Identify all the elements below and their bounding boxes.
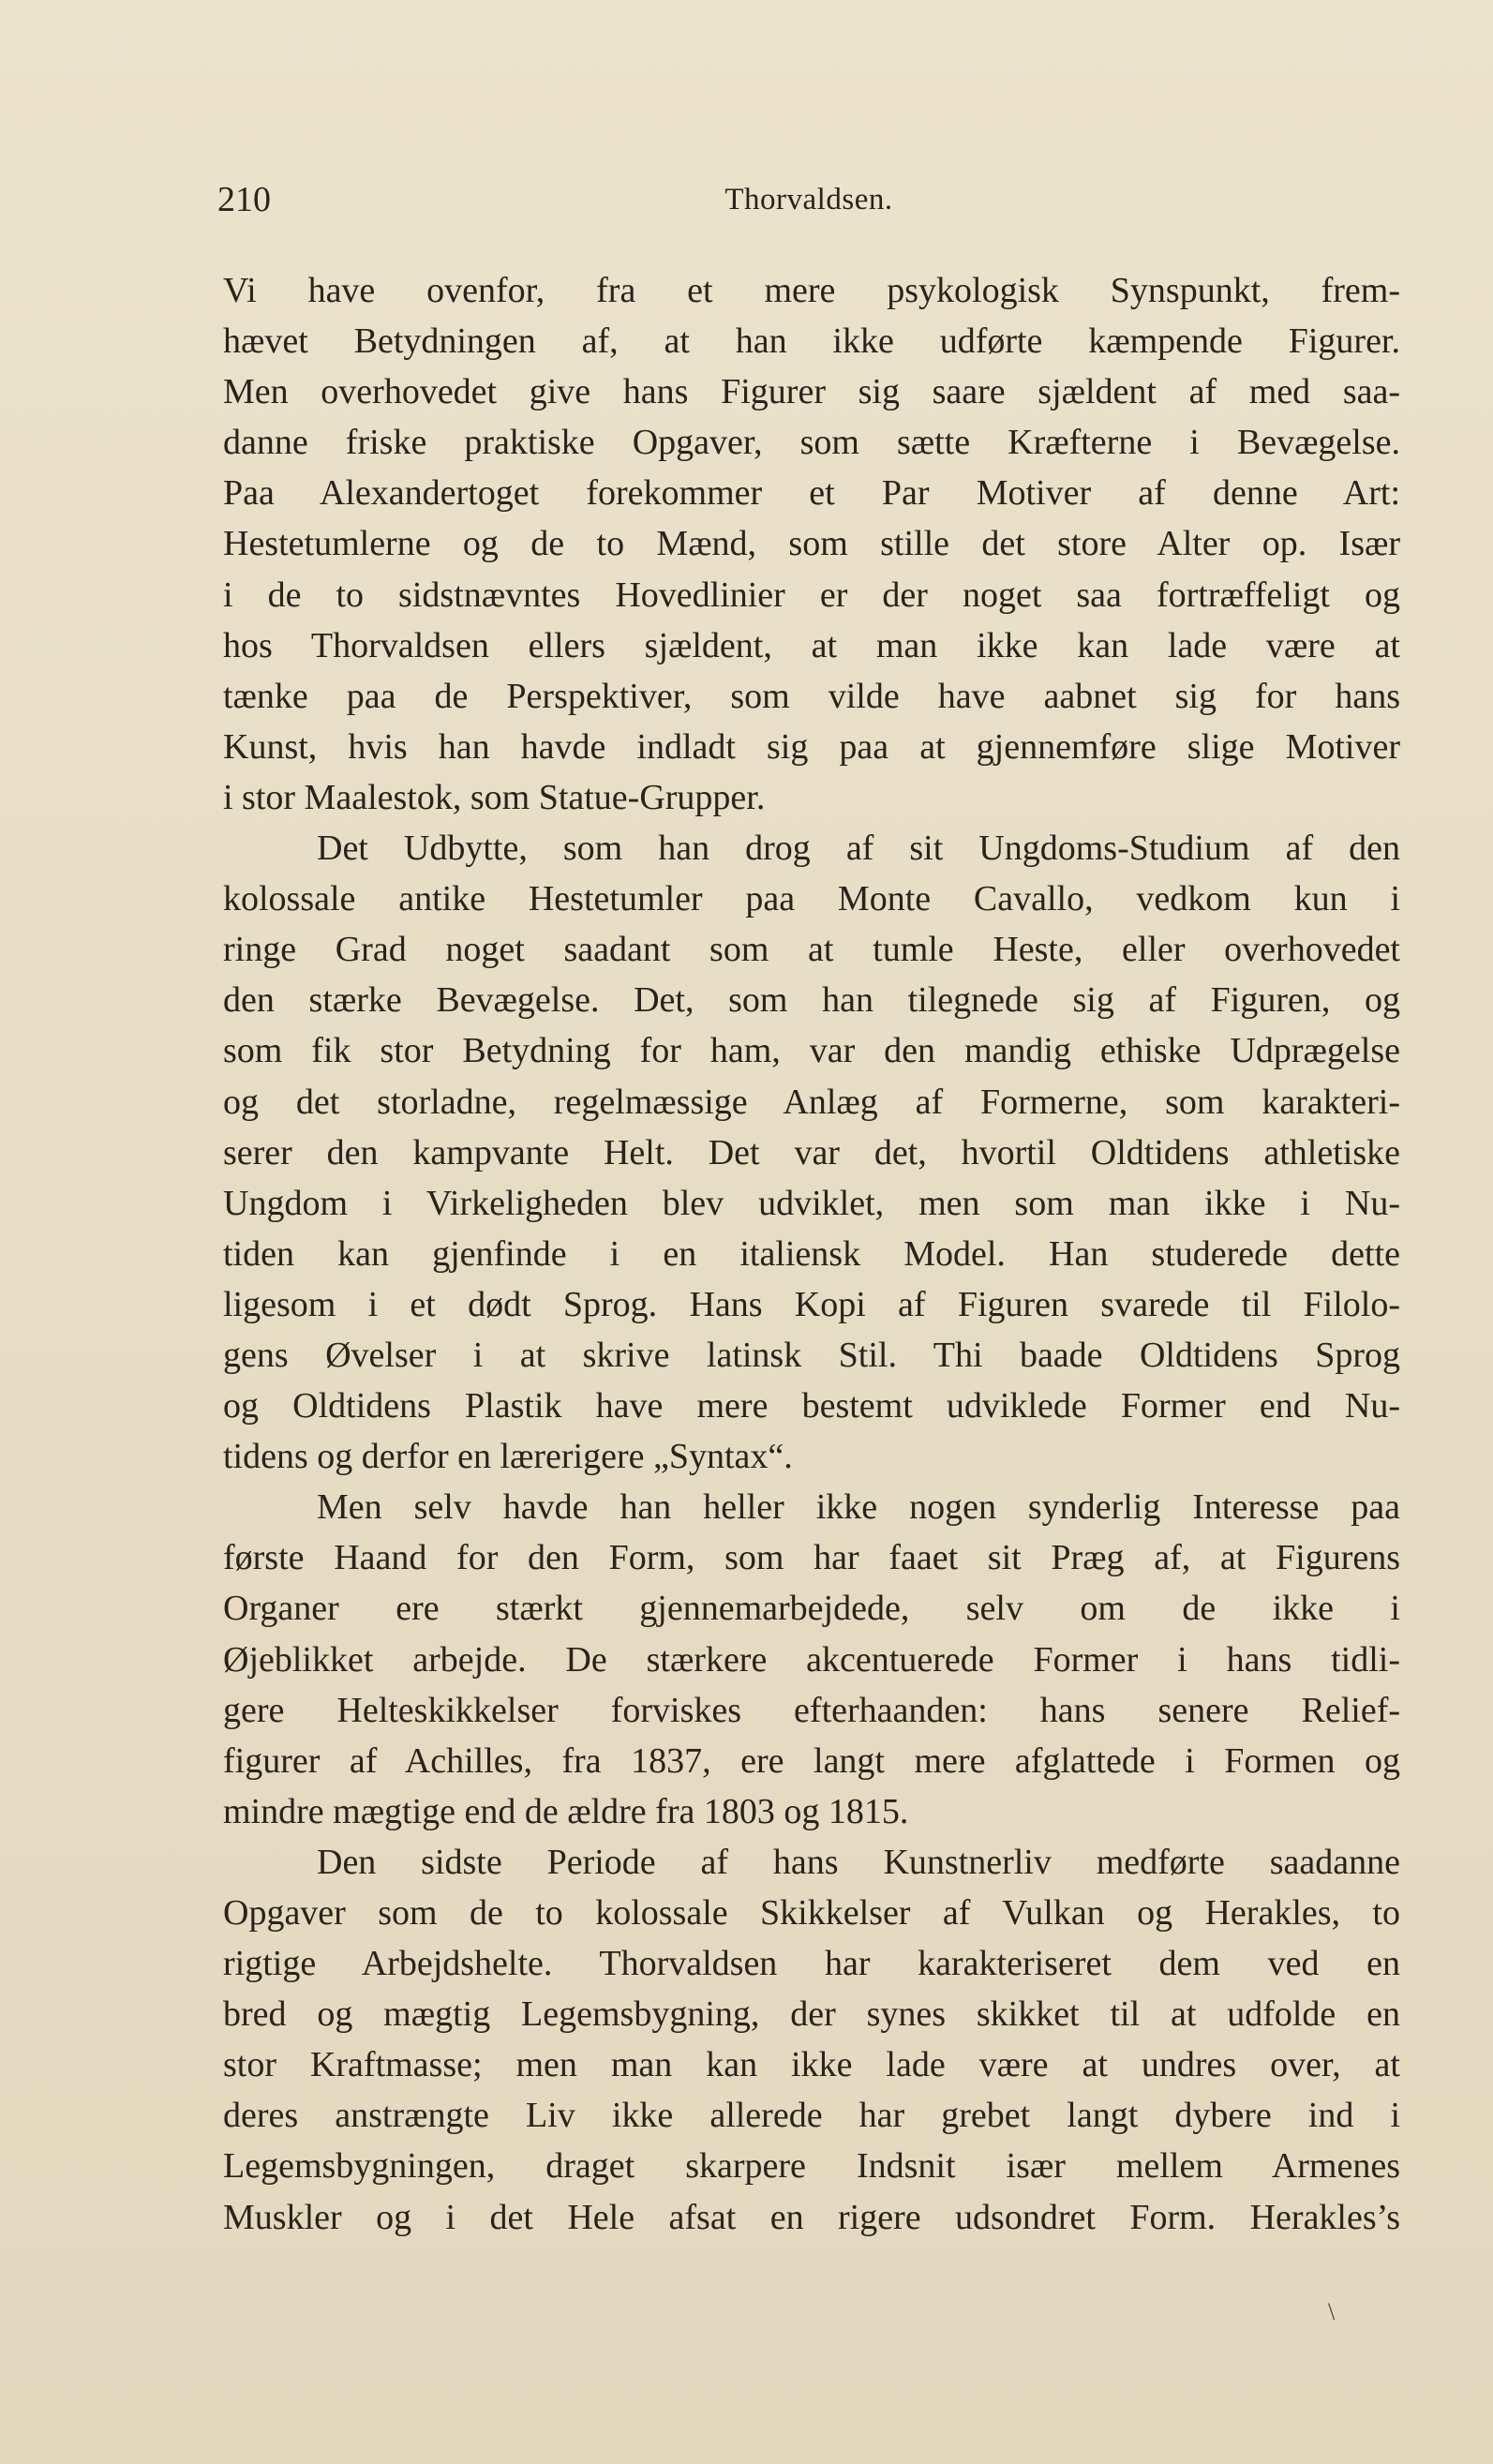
text-line: ringe Grad noget saadant som at tumle Heste, eller overhovedet xyxy=(223,930,1400,970)
paragraph xyxy=(223,823,1400,1482)
text-line: tidens og derfor en lærerigere „Syntax“. xyxy=(223,1437,793,1477)
text-line: gens Øvelser i at skrive latinsk Stil. Thi baade Oldtidens Sprog xyxy=(223,1335,1400,1375)
paragraph xyxy=(223,1482,1400,1837)
text-line: som fik stor Betydning for ham, var den mandig ethiske Udprægelse xyxy=(223,1031,1400,1071)
text-line: Kunst, hvis han havde indladt sig paa at gjennemføre slige Motiver xyxy=(223,726,1400,767)
text-line: figurer af Achilles, fra 1837, ere langt mere afglattede i Formen og xyxy=(223,1740,1400,1781)
text-line: mindre mægtige end de ældre fra 1803 og 1815. xyxy=(223,1791,909,1831)
body-text xyxy=(223,265,1400,2243)
paragraph xyxy=(223,1837,1400,2243)
text-line: rigtige Arbejdshelte. Thorvaldsen har karakteriseret dem ved en xyxy=(223,1944,1400,1984)
text-line: ligesom i et dødt Sprog. Hans Kopi af Figuren svarede til Filolo- xyxy=(223,1284,1400,1324)
text-line: Men overhovedet give hans Figurer sig saare sjældent af med saa- xyxy=(223,372,1400,412)
text-line: i stor Maalestok, som Statue-Grupper. xyxy=(223,777,766,817)
text-line: Men selv havde han heller ikke nogen synderlig Interesse paa xyxy=(317,1487,1400,1528)
text-line: stor Kraftmasse; men man kan ikke lade være at undres over, at xyxy=(223,2045,1400,2085)
text-line: hos Thorvaldsen ellers sjældent, at man ikke kan lade være at xyxy=(223,625,1400,665)
text-line: kolossale antike Hestetumler paa Monte Cavallo, vedkom kun i xyxy=(223,879,1400,919)
page-number: 210 xyxy=(217,180,271,219)
text-line: Den sidste Periode af hans Kunstnerliv medførte saadanne xyxy=(317,1842,1400,1882)
text-line: og Oldtidens Plastik have mere bestemt udviklede Former end Nu- xyxy=(223,1386,1400,1426)
text-line: Opgaver som de to kolossale Skikkelser af Vulkan og Herakles, to xyxy=(223,1893,1400,1933)
text-line: tænke paa de Perspektiver, som vilde have aabnet sig for hans xyxy=(223,676,1400,716)
page-header xyxy=(217,176,1400,223)
running-title: Thorvaldsen. xyxy=(724,183,893,217)
text-line: den stærke Bevægelse. Det, som han tilegnede sig af Figuren, og xyxy=(223,980,1400,1021)
text-line: bred og mægtig Legemsbygning, der synes skikket til at udfolde en xyxy=(223,1994,1400,2035)
text-line: Paa Alexandertoget forekommer et Par Motiver af denne Art: xyxy=(223,473,1400,514)
stray-mark: \ xyxy=(1328,2298,1336,2325)
text-line: Muskler og i det Hele afsat en rigere udsondret Form. Herakles’s xyxy=(223,2197,1400,2237)
text-line: Legemsbygningen, draget skarpere Indsnit især mellem Armenes xyxy=(223,2146,1400,2187)
text-line: Det Udbytte, som han drog af sit Ungdoms-Studium af den xyxy=(317,829,1400,869)
text-line: Organer ere stærkt gjennemarbejdede, selv om de ikke i xyxy=(223,1589,1400,1629)
text-line: og det storladne, regelmæssige Anlæg af Formerne, som karakteri- xyxy=(223,1082,1400,1122)
text-line: hævet Betydningen af, at han ikke udførte kæmpende Figurer. xyxy=(223,321,1400,362)
text-line: Vi have ovenfor, fra et mere psykologisk Synspunkt, frem- xyxy=(223,271,1400,310)
paragraph xyxy=(223,265,1400,823)
text-line: Ungdom i Virkeligheden blev udviklet, men som man ikke i Nu- xyxy=(223,1183,1400,1223)
text-line: tiden kan gjenfinde i en italiensk Model. Han studerede dette xyxy=(223,1233,1400,1274)
text-line: serer den kampvante Helt. Det var det, hvortil Oldtidens athletiske xyxy=(223,1132,1400,1172)
text-line: Øjeblikket arbejde. De stærkere akcentuerede Former i hans tidli- xyxy=(223,1639,1400,1680)
text-line: deres anstrængte Liv ikke allerede har grebet langt dybere ind i xyxy=(223,2096,1400,2136)
text-line: i de to sidstnævntes Hovedlinier er der noget saa fortræffeligt og xyxy=(223,575,1400,615)
text-line: danne friske praktiske Opgaver, som sætte Kræfterne i Bevægelse. xyxy=(223,423,1400,463)
text-line: gere Helteskikkelser forviskes efterhaanden: hans senere Relief- xyxy=(223,1690,1400,1730)
text-line: første Haand for den Form, som har faaet sit Præg af, at Figurens xyxy=(223,1538,1400,1578)
text-line: Hestetumlerne og de to Mænd, som stille det store Alter op. Især xyxy=(223,524,1400,564)
